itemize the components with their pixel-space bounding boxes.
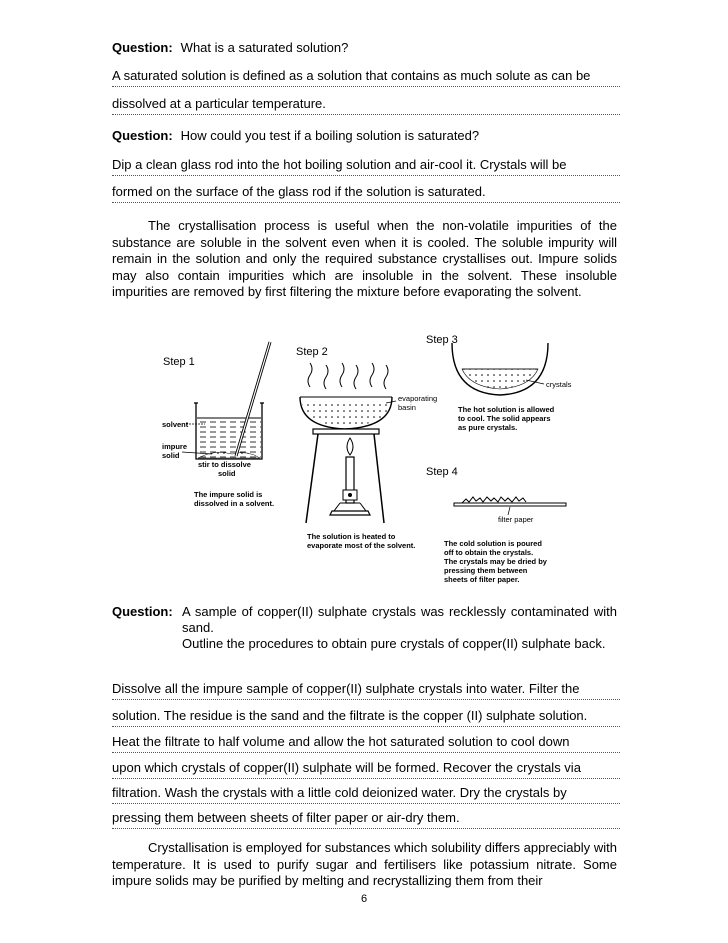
question-text: How could you test if a boiling solution is saturated?	[180, 128, 480, 143]
question-label: Question:	[112, 604, 173, 619]
paragraph-crystallisation	[112, 218, 617, 301]
step-4-caption-3: The crystals may be dried by	[444, 557, 547, 566]
step-4-caption-1: The cold solution is poured	[444, 539, 542, 548]
answer-3-line-3: Heat the filtrate to half volume and allow the hot saturated solution to cool down	[112, 734, 570, 749]
answer-rule	[112, 778, 620, 779]
step-1-caption-2: dissolved in a solvent.	[194, 499, 275, 508]
answer-2-line-2: formed on the surface of the glass rod if the solution is saturated.	[112, 184, 486, 199]
step-4-title: Step 4	[426, 466, 458, 478]
answer-2-line-1: Dip a clean glass rod into the hot boiling solution and air-cool it. Crystals will be	[112, 157, 567, 172]
flame	[347, 438, 353, 455]
answer-3-line-4: upon which crystals of copper(II) sulphate will be formed. Recover the crystals via	[112, 760, 581, 775]
burner-base	[330, 511, 370, 515]
answer-1-line-1: A saturated solution is defined as a solution that contains as much solute as can be	[112, 68, 591, 83]
answer-rule	[112, 828, 620, 829]
label-filter-paper: filter paper	[498, 515, 534, 524]
step-3-caption-1: The hot solution is allowed	[458, 405, 555, 414]
paragraph-text: Crystallisation is employed for substances which solubility differs appreciably with temperature. It is used to purify sugar and fertilisers like potassium nitrate. Some impure solids may be purified by melting and recrystallizing them from their	[112, 840, 617, 888]
step-1-diagram	[162, 342, 274, 508]
tripod-leg	[306, 434, 318, 523]
step-1-title: Step 1	[163, 356, 195, 368]
tripod-leg	[374, 434, 384, 523]
label-impure: impure	[162, 442, 188, 451]
label-stir-solid: solid	[218, 469, 236, 478]
step-3-caption-2: to cool. The solid appears	[458, 414, 551, 423]
crystals-on-paper	[462, 497, 526, 503]
question-text: What is a saturated solution?	[180, 40, 349, 55]
filter-paper	[454, 503, 566, 506]
answer-rule	[112, 803, 620, 804]
step-2-caption-2: evaporate most of the solvent.	[307, 541, 416, 550]
step-3-diagram	[426, 334, 572, 432]
step-4-diagram	[426, 466, 566, 584]
step-3-caption-3: as pure crystals.	[458, 423, 518, 432]
label-solvent: solvent	[162, 420, 189, 429]
step-2-diagram	[296, 346, 437, 550]
answer-3-line-5: filtration. Wash the crystals with a little cold deionized water. Dry the crystals by	[112, 785, 567, 800]
label-basin: basin	[398, 403, 416, 412]
crystallisation-diagram	[0, 325, 728, 595]
question-text-2: Outline the procedures to obtain pure crystals of copper(II) sulphate back.	[182, 636, 606, 651]
answer-3-line-6: pressing them between sheets of filter paper or air-dry them.	[112, 810, 460, 825]
label-evaporating: evaporating	[398, 394, 438, 403]
answer-rule	[112, 726, 620, 727]
step-1-caption-1: The impure solid is	[194, 490, 263, 499]
paragraph-applications	[112, 840, 617, 890]
question-label: Question:	[112, 40, 173, 55]
question-text-1: A sample of copper(II) sulphate crystals was recklessly contaminated with sand.	[182, 604, 617, 635]
answer-rule	[112, 752, 620, 753]
step-2-caption-1: The solution is heated to	[307, 532, 396, 541]
question-3	[112, 604, 617, 652]
step-4-caption-2: off to obtain the crystals.	[444, 548, 534, 557]
step-2-title: Step 2	[296, 346, 328, 358]
question-2	[112, 128, 479, 144]
step-4-caption-5: sheets of filter paper.	[444, 575, 520, 584]
page-number: 6	[360, 893, 368, 905]
answer-rule	[112, 699, 620, 700]
label-solid: solid	[162, 451, 180, 460]
answer-rule	[112, 175, 620, 176]
steam-lines	[308, 363, 388, 389]
answer-3-line-1: Dissolve all the impure sample of copper(II) sulphate crystals into water. Filter the	[112, 681, 580, 696]
question-1	[112, 40, 348, 56]
tripod-gauze	[313, 429, 379, 434]
answer-rule	[112, 114, 620, 115]
step-4-caption-4: pressing them between	[444, 566, 528, 575]
label-crystals: crystals	[546, 380, 572, 389]
question-label: Question:	[112, 128, 173, 143]
solvent-liquid	[197, 418, 261, 458]
step-3-title: Step 3	[426, 334, 458, 346]
answer-rule	[112, 202, 620, 203]
label-stir: stir to dissolve	[198, 460, 251, 469]
crystals-layer	[462, 369, 538, 389]
answer-1-line-2: dissolved at a particular temperature.	[112, 96, 326, 111]
paragraph-text: The crystallisation process is useful when the non-volatile impurities of the substance are soluble in the solvent even when it is cooled. The soluble impurity will remain in the solution and only the required substance crystallises out. Impure solids may also contain impurities which are insoluble in the solvent. These insoluble impurities are removed by first filtering the mixture before evaporating the solvent.	[112, 218, 617, 299]
answer-3-line-2: solution. The residue is the sand and the filtrate is the copper (II) sulphate solution.	[112, 708, 588, 723]
answer-rule	[112, 86, 620, 87]
